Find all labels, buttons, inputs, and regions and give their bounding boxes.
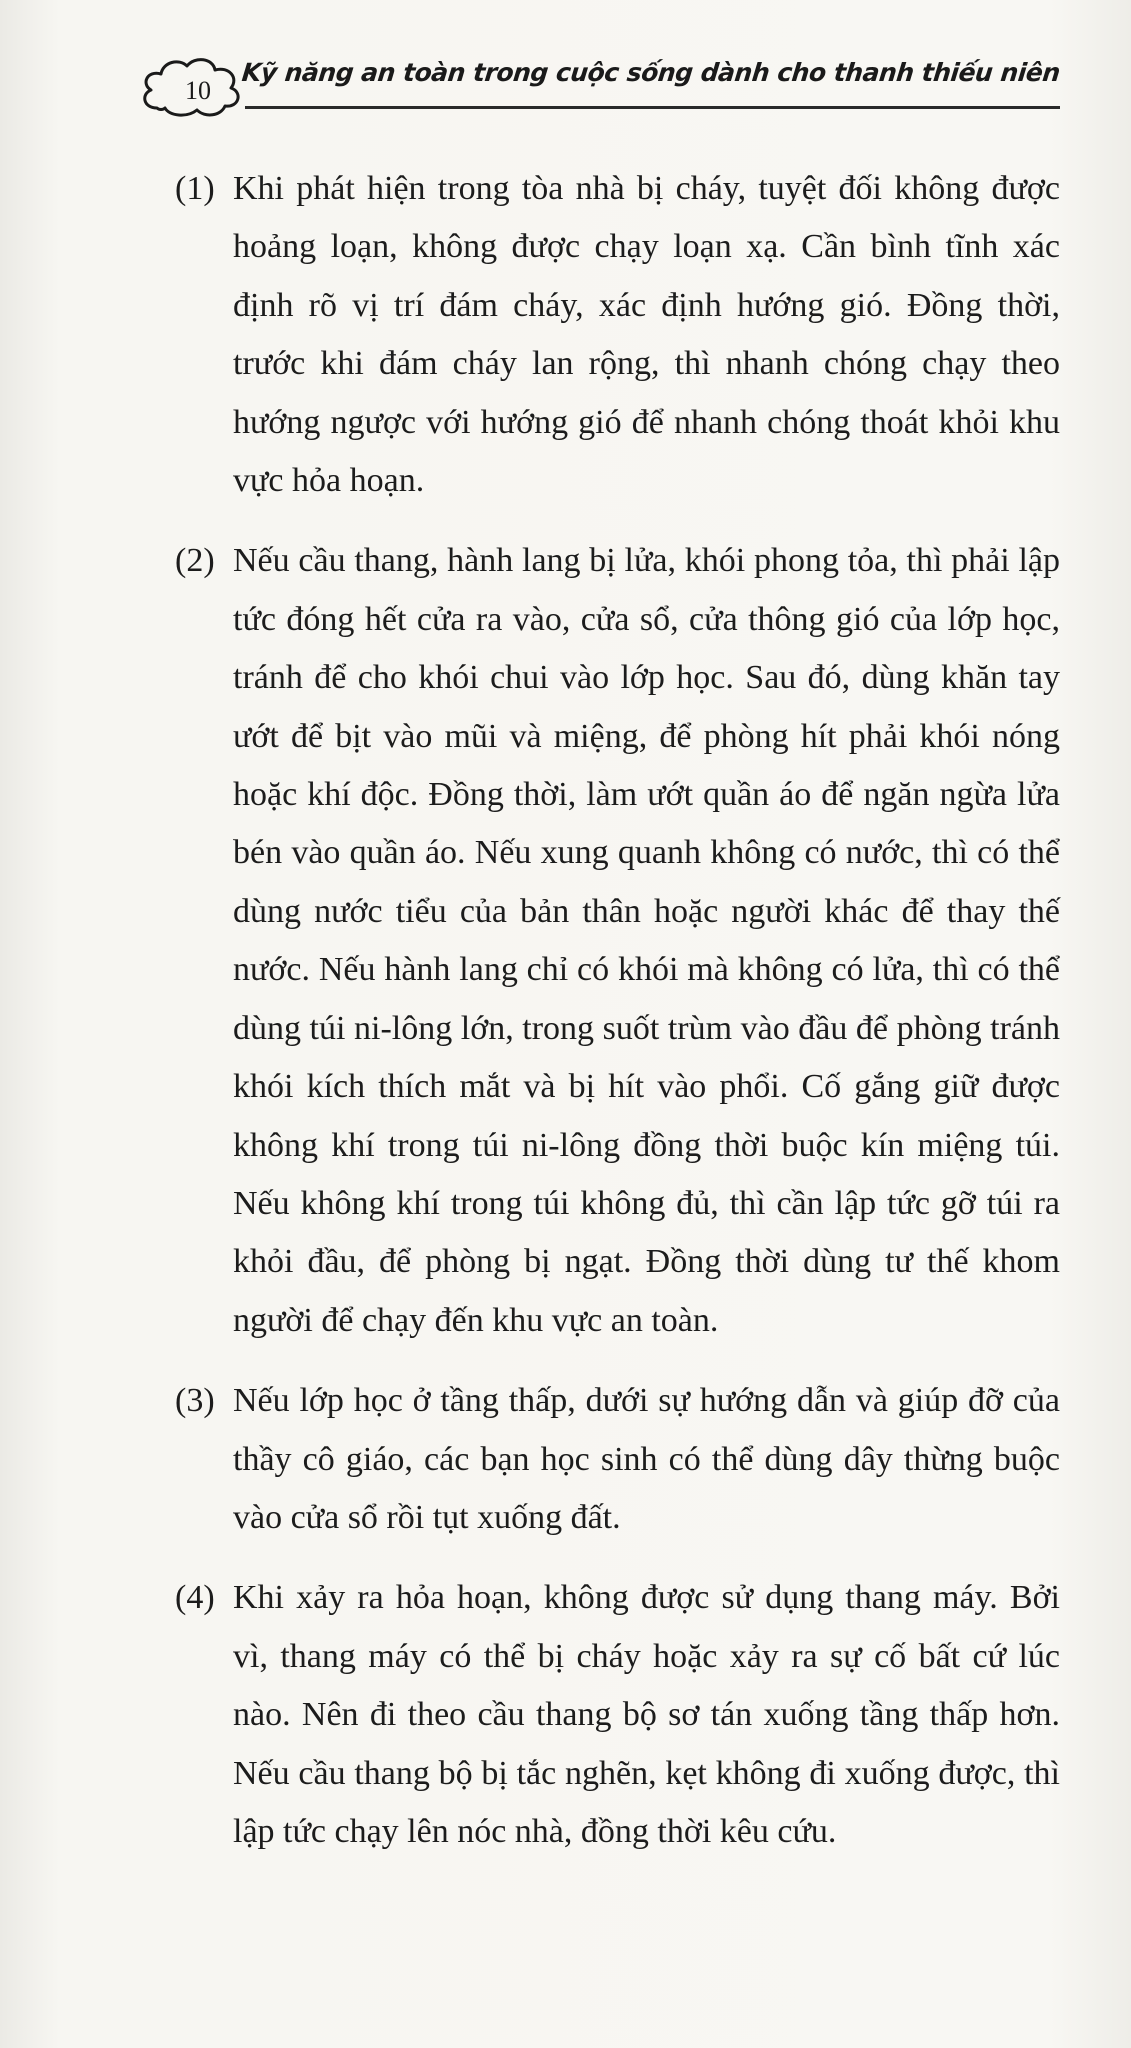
item-number: (1) xyxy=(175,170,215,207)
running-header-title: Kỹ năng an toàn trong cuộc sống dành cho thanh thiếu niên xyxy=(240,58,1062,87)
page-number-badge xyxy=(135,50,255,122)
list-item xyxy=(175,1372,1060,1547)
item-number: (4) xyxy=(175,1579,215,1617)
item-number: (3) xyxy=(175,1382,215,1420)
list-item xyxy=(175,1569,1060,1861)
item-text: Khi xảy ra hỏa hoạn, không được sử dụng thang máy. Bởi vì, thang máy có thể bị cháy hoặc xảy ra sự cố bất cứ lúc nào. Nên đi theo cầu thang bộ sơ tán xuống tầng thấp hơn. Nếu cầu thang bộ bị tắc nghẽn, kẹt không đi xuống được, thì lập tức chạy lên nóc nhà, đồng thời kêu cứu. xyxy=(233,1579,1060,1850)
page-number: 10 xyxy=(185,76,211,105)
header-rule xyxy=(245,106,1060,109)
page-body xyxy=(175,160,1060,1883)
item-text: Khi phát hiện trong tòa nhà bị cháy, tuyệt đối không được hoảng loạn, không được chạy loạn xạ. Cần bình tĩnh xác định rõ vị trí đám cháy, xác định hướng gió. Đồng thời, trước khi đám cháy lan rộng, thì nhanh chóng chạy theo hướng ngược với hướng gió để nhanh chóng thoát khỏi khu vực hỏa hoạn. xyxy=(233,170,1060,500)
item-text: Nếu lớp học ở tầng thấp, dưới sự hướng dẫn và giúp đỡ của thầy cô giáo, các bạn học sinh có thể dùng dây thừng buộc vào cửa sổ rồi tụt xuống đất. xyxy=(233,1382,1060,1536)
item-text: Nếu cầu thang, hành lang bị lửa, khói phong tỏa, thì phải lập tức đóng hết cửa ra vào, cửa sổ, cửa thông gió của lớp học, tránh để cho khói chui vào lớp học. Sau đó, dùng khăn tay ướt để bịt vào mũi và miệng, để phòng hít phải khói nóng hoặc khí độc. Đồng thời, làm ướt quần áo để ngăn ngừa lửa bén vào quần áo. Nếu xung quanh không có nước, thì có thể dùng nước tiểu của bản thân hoặc người khác để thay thế nước. Nếu hành lang chỉ có khói mà không có lửa, thì có thể dùng túi ni-lông lớn, trong suốt trùm vào đầu để phòng tránh khói kích thích mắt và bị hít vào phổi. Cố gắng giữ được không khí trong túi ni-lông đồng thời buộc kín miệng túi. Nếu không khí trong túi không đủ, thì cần lập tức gỡ túi ra khỏi đầu, để phòng bị ngạt. Đồng thời dùng tư thế khom người để chạy đến khu vực an toàn. xyxy=(233,542,1060,1339)
item-number: (2) xyxy=(175,542,215,580)
list-item xyxy=(175,160,1060,510)
list-item xyxy=(175,532,1060,1350)
page-header xyxy=(135,50,1060,130)
